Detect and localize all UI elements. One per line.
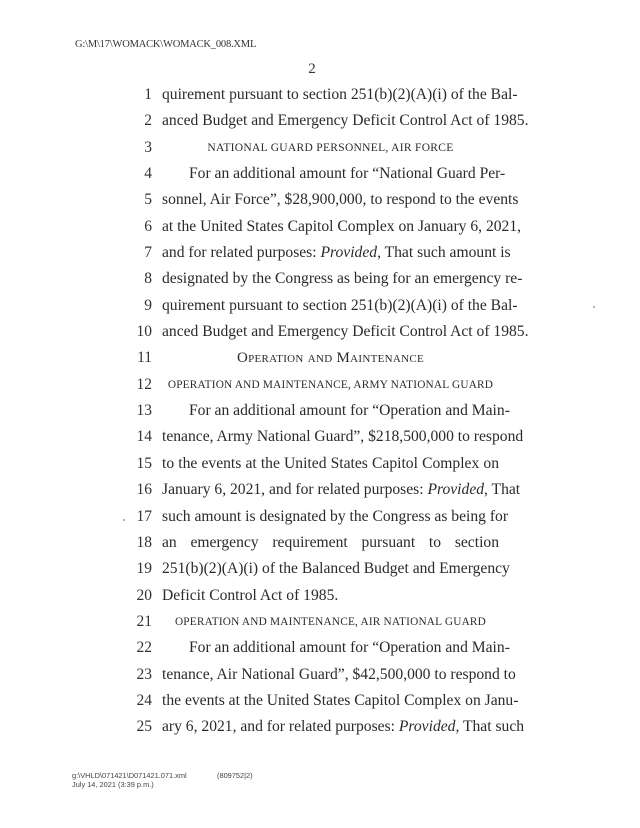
text-line <box>0 319 640 345</box>
line-text <box>162 714 525 740</box>
line-number: 12 <box>136 375 152 393</box>
line-number: 16 <box>136 481 152 499</box>
line-number: 8 <box>144 270 152 288</box>
text-line <box>0 477 640 503</box>
proviso-italic: Provided <box>427 481 485 499</box>
line-text: Deficit Control Act of 1985. <box>162 586 339 604</box>
text-line <box>0 293 640 319</box>
text-line <box>0 714 640 740</box>
title-heading-line <box>0 345 640 371</box>
line-number: 24 <box>136 691 152 709</box>
footer-doc-code: (809752|2) <box>217 771 253 780</box>
text-line <box>0 398 640 424</box>
text-line <box>0 451 640 477</box>
text-line <box>0 530 640 556</box>
line-number: 9 <box>144 296 152 314</box>
line-number: 19 <box>136 560 152 578</box>
line-number: 7 <box>144 244 152 262</box>
text-line <box>0 214 640 240</box>
line-text-part: , That <box>484 481 521 499</box>
scan-speck <box>593 306 595 308</box>
line-number: 17 <box>136 507 152 525</box>
line-text: For an additional amount for “National Guard Per- <box>189 165 506 183</box>
line-text-part: January 6, 2021, and for related purposes: <box>162 481 428 499</box>
line-number: 18 <box>136 533 152 551</box>
line-text: at the United States Capitol Complex on January 6, 2021, <box>162 217 522 235</box>
line-number: 1 <box>144 86 152 103</box>
line-text: tenance, Army National Guard”, $218,500,000 to respond <box>162 428 524 446</box>
text-line <box>0 187 640 213</box>
line-text-part: and for related purposes: <box>162 244 321 262</box>
line-number: 11 <box>137 349 152 367</box>
text-line <box>0 635 640 661</box>
line-number: 13 <box>136 402 152 420</box>
text-line <box>0 108 640 134</box>
line-text: For an additional amount for “Operation and Main- <box>189 639 510 657</box>
line-text: the events at the United States Capitol Complex on Janu- <box>162 691 519 709</box>
line-number: 20 <box>136 586 152 604</box>
file-path-header: G:\M\17\WOMACK\WOMACK_008.XML <box>75 39 257 50</box>
line-number: 25 <box>136 718 152 736</box>
line-text: anced Budget and Emergency Deficit Control Act of 1985. <box>162 323 529 341</box>
line-text-part: , That such amount is <box>377 244 511 262</box>
title-heading: Operation and Maintenance <box>236 350 425 367</box>
text-line <box>0 662 640 688</box>
section-heading-line <box>0 609 640 635</box>
text-line <box>0 424 640 450</box>
line-number: 14 <box>136 428 152 446</box>
section-heading-line <box>0 372 640 398</box>
line-text: sonnel, Air Force”, $28,900,000, to respond to the events <box>162 191 519 209</box>
scan-speck <box>123 519 125 521</box>
proviso-italic: Provided, <box>398 718 460 736</box>
footer-source-file: g:\VHLD\071421\D071421.071.xml <box>72 771 187 780</box>
line-text: to the events at the United States Capitol Complex on <box>162 454 499 472</box>
text-line <box>0 688 640 714</box>
line-text: quirement pursuant to section 251(b)(2)(A)(i) of the Bal- <box>162 296 518 314</box>
line-number: 10 <box>136 323 152 341</box>
line-text: For an additional amount for “Operation and Main- <box>189 402 510 420</box>
text-line <box>0 556 640 582</box>
line-text: 251(b)(2)(A)(i) of the Balanced Budget and Emergency <box>162 560 510 578</box>
section-heading: OPERATION AND MAINTENANCE, AIR NATIONAL GUARD <box>174 615 487 628</box>
page-number: 2 <box>308 61 316 77</box>
section-heading: OPERATION AND MAINTENANCE, ARMY NATIONAL GUARD <box>167 378 494 391</box>
text-line <box>0 82 640 108</box>
line-number: 5 <box>144 191 152 209</box>
section-heading: NATIONAL GUARD PERSONNEL, AIR FORCE <box>207 141 454 154</box>
line-text: anced Budget and Emergency Deficit Control Act of 1985. <box>162 112 529 130</box>
line-text-part: ary 6, 2021, and for related purposes: <box>162 718 399 736</box>
line-text: designated by the Congress as being for an emergency re- <box>162 270 523 288</box>
section-heading-line <box>0 135 640 161</box>
line-text <box>162 477 521 503</box>
bill-text-body <box>0 82 640 741</box>
line-number: 6 <box>144 217 152 235</box>
document-footer <box>72 771 253 789</box>
footer-timestamp: July 14, 2021 (3:39 p.m.) <box>72 779 154 789</box>
text-line <box>0 504 640 530</box>
text-line <box>0 240 640 266</box>
line-number: 2 <box>144 112 152 130</box>
text-line <box>0 266 640 292</box>
line-text: tenance, Air National Guard”, $42,500,000 to respond to <box>162 665 516 683</box>
line-text-part: That such <box>459 718 525 736</box>
text-line <box>0 583 640 609</box>
line-text: such amount is designated by the Congress as being for <box>162 507 509 525</box>
line-text <box>162 240 511 266</box>
line-text: quirement pursuant to section 251(b)(2)(A)(i) of the Bal- <box>162 86 518 103</box>
proviso-italic: Provided <box>320 244 378 262</box>
line-number: 21 <box>136 612 152 630</box>
line-number: 4 <box>144 165 152 183</box>
text-line <box>0 161 640 187</box>
line-number: 15 <box>136 454 152 472</box>
line-text: an emergency requirement pursuant to section <box>162 533 499 551</box>
line-number: 22 <box>136 639 152 657</box>
line-number: 23 <box>136 665 152 683</box>
line-number: 3 <box>144 138 152 156</box>
